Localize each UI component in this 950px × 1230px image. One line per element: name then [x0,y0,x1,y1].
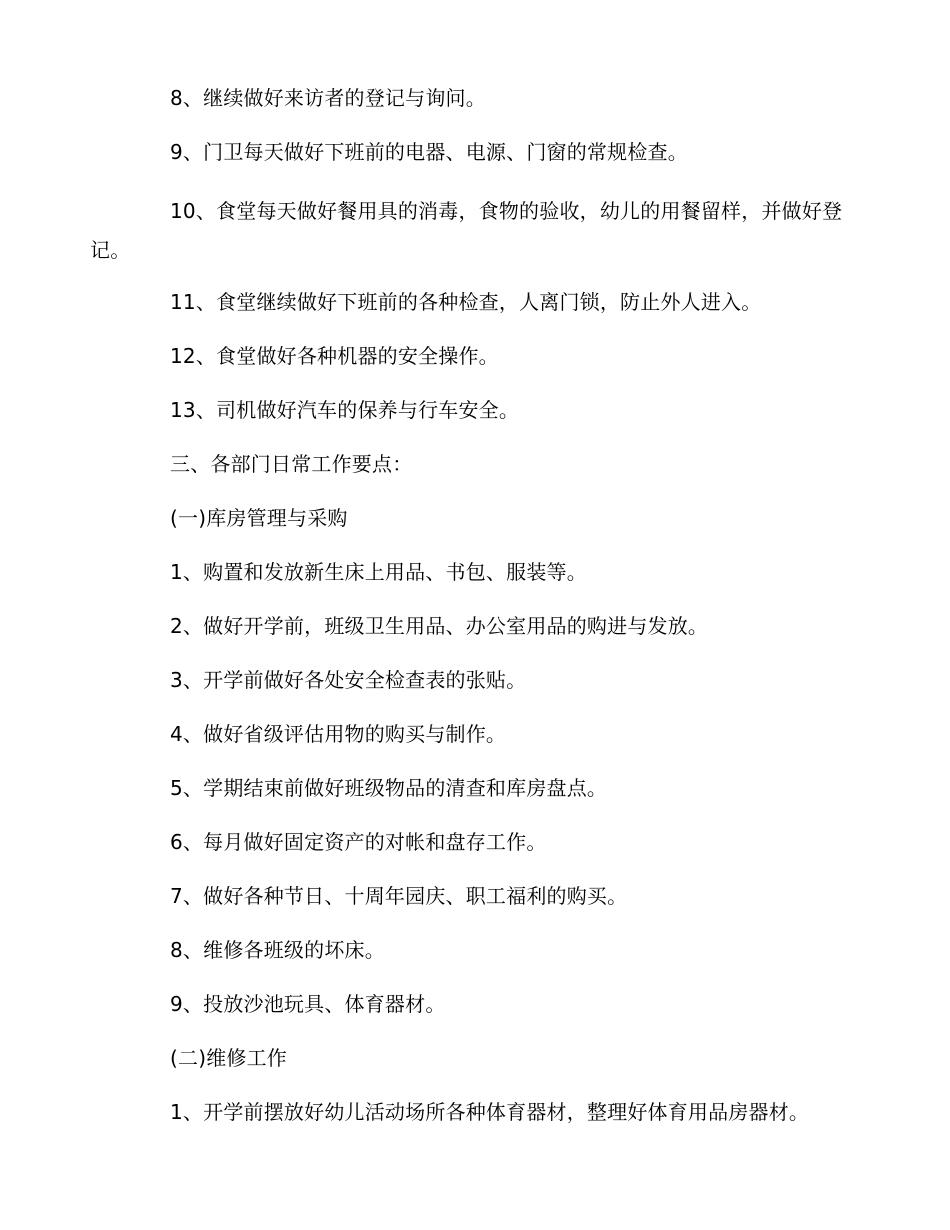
list-item: 1、购置和发放新生床上用品、书包、服装等。 [170,560,587,584]
subsection-heading-1: (一)库房管理与采购 [170,506,348,530]
list-item: 4、做好省级评估用物的购买与制作。 [170,722,507,746]
document-body [90,84,850,1152]
list-item: 6、每月做好固定资产的对帐和盘存工作。 [170,830,547,854]
list-item: 2、做好开学前，班级卫生用品、办公室用品的购进与发放。 [170,614,709,638]
list-item: 5、学期结束前做好班级物品的清查和库房盘点。 [170,776,608,800]
list-item: 3、开学前做好各处安全检查表的张贴。 [170,668,527,692]
subsection-heading-2: (二)维修工作 [170,1046,288,1070]
list-item: 7、做好各种节日、十周年园庆、职工福利的购买。 [170,884,628,908]
list-item: 8、维修各班级的坏床。 [170,938,385,962]
paragraph-item-10: 10、食堂每天做好餐用具的消毒，食物的验收，幼儿的用餐留样，并做好登记。 [90,199,843,262]
list-item: 9、投放沙池玩具、体育器材。 [170,992,446,1016]
paragraph-item-9: 9、门卫每天做好下班前的电器、电源、门窗的常规检查。 [170,140,688,164]
section-heading-3: 三、各部门日常工作要点： [170,452,413,476]
paragraph-item-8: 8、继续做好来访者的登记与询问。 [170,86,486,110]
paragraph-item-12: 12、食堂做好各种机器的安全操作。 [170,344,499,368]
paragraph-item-13: 13、司机做好汽车的保养与行车安全。 [170,398,520,422]
list-item: 1、开学前摆放好幼儿活动场所各种体育器材，整理好体育用品房器材。 [170,1100,810,1124]
paragraph-item-11: 11、食堂继续做好下班前的各种检查，人离门锁，防止外人进入。 [170,290,762,314]
